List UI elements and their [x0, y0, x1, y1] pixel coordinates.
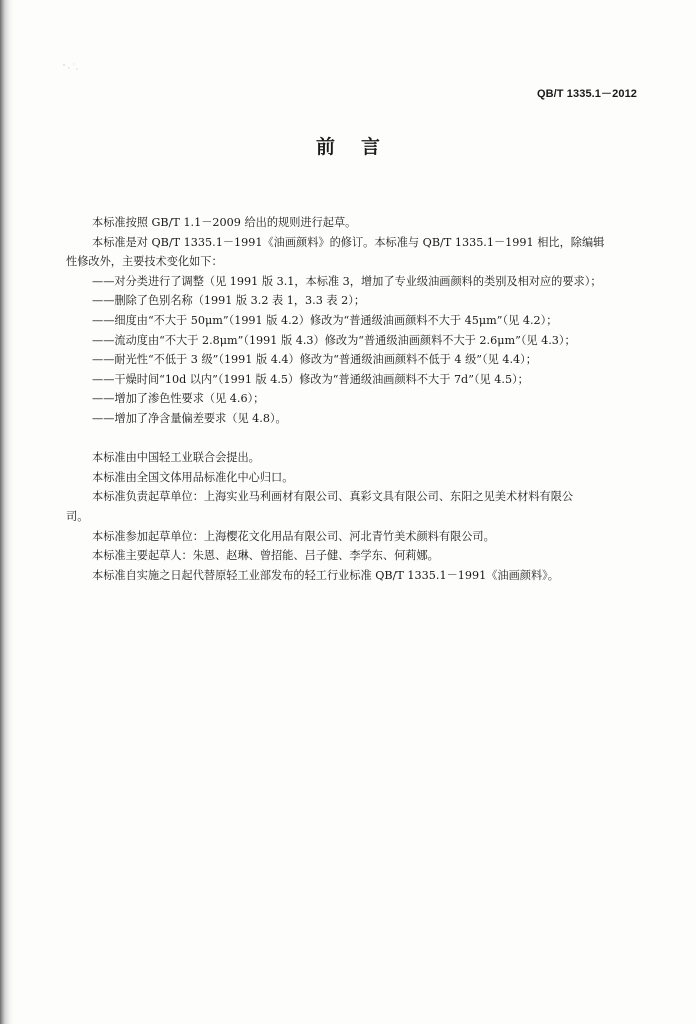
change-item: ——流动度由“不大于 2.8μm”（1991 版 4.3）修改为“普通级油画颜料不大于 2.6μm”（见 4.3）； [92, 333, 576, 347]
change-item: ——增加了净含量偏差要求（见 4.8）。 [92, 411, 287, 425]
paragraph-main-drafters: 本标准主要起草人：朱恩、赵琳、曾招能、吕子健、李学东、何莉娜。 [92, 549, 439, 563]
paragraph-replacement-notice: 本标准自实施之日起代替原轻工业部发布的轻工行业标准 QB/T 1335.1－1991《油画颜料》。 [92, 568, 559, 582]
standard-number: QB/T 1335.1－2012 [536, 88, 637, 100]
paragraph-administrator: 本标准由全国文体用品标准化中心归口。 [92, 470, 294, 484]
change-item: ——对分类进行了调整（见 1991 版 3.1，本标准 3，增加了专业级油画颜料的类别及相对应的要求）； [92, 274, 602, 288]
paragraph-proposer: 本标准由中国轻工业联合会提出。 [92, 451, 260, 465]
change-item: ——增加了渗色性要求（见 4.6）； [92, 392, 265, 406]
page-title: 前言 [315, 136, 406, 158]
paragraph-revision-line2: 性修改外，主要技术变化如下： [66, 255, 223, 269]
change-item: ——耐光性“不低于 3 级”（1991 版 4.4）修改为“普通级油画颜料不低于 4 级”（见 4.4）； [92, 353, 537, 367]
paragraph-spacer [66, 429, 641, 449]
paragraph-lead-drafters-line2: 司。 [66, 509, 89, 523]
paragraph-participating-drafters: 本标准参加起草单位：上海樱花文化用品有限公司、河北青竹美术颜料有限公司。 [92, 529, 495, 543]
paragraph-drafting-rules: 本标准按照 GB/T 1.1－2009 给出的规则进行起草。 [92, 216, 357, 229]
scan-speck-mark [62, 62, 80, 72]
technical-changes-list [66, 272, 641, 429]
change-item: ——干燥时间“10d 以内”（1991 版 4.5）修改为“普通级油画颜料不大于 7d”（见 4.5）； [92, 372, 529, 386]
change-item: ——细度由“不大于 50μm”（1991 版 4.2）修改为“普通级油画颜料不大于 45μm”（见 4.2）； [92, 313, 558, 327]
change-item: ——删除了色别名称（1991 版 3.2 表 1，3.3 表 2）； [92, 294, 366, 308]
paragraph-lead-drafters-line1: 本标准负责起草单位：上海实业马利画材有限公司、真彩文具有限公司、东阳之见美术材料有限公 [92, 490, 574, 504]
foreword-body [66, 213, 641, 585]
paragraph-revision-line1: 本标准是对 QB/T 1335.1－1991《油画颜料》的修订。本标准与 QB/T 1335.1－1991 相比，除编辑 [92, 235, 605, 249]
